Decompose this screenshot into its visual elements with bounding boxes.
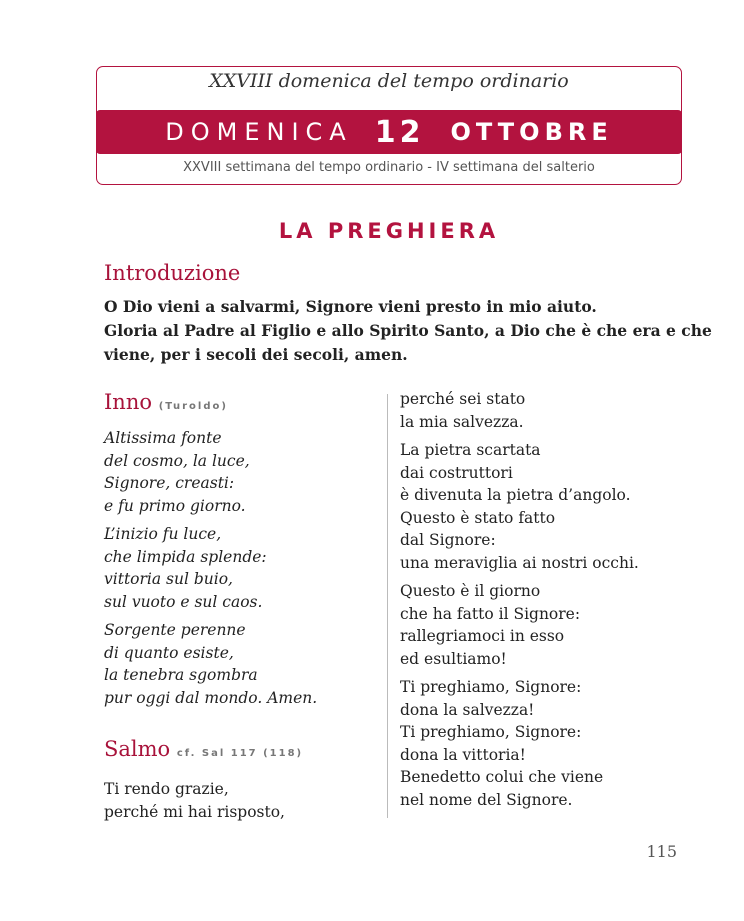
verse-line: ed esultiamo!	[400, 649, 507, 668]
inno-heading	[104, 388, 374, 421]
day-number: 12	[374, 114, 425, 150]
verse-line: la mia salvezza.	[400, 412, 524, 431]
verse-line: Questo è stato fatto	[400, 508, 556, 527]
verse-line: L’inizio fu luce,	[104, 525, 222, 543]
verse-line: la tenebra sgombra	[104, 666, 258, 684]
salmo-stanza	[400, 676, 700, 811]
verse-line: nel nome del Signore.	[400, 790, 573, 809]
verse-line: del cosmo, la luce,	[104, 451, 250, 470]
verse-line: una meraviglia ai nostri occhi.	[400, 553, 639, 572]
salmo-stanza	[400, 388, 700, 433]
inno-title: Inno	[104, 390, 152, 414]
verse-line: che limpida splende:	[104, 547, 267, 566]
verse-line: dona la salvezza!	[400, 700, 535, 719]
verse-line: Ti rendo grazie,	[104, 780, 229, 798]
verse-line: La pietra scartata	[400, 441, 541, 459]
introduzione-text	[104, 295, 712, 367]
week-info: XXVIII settimana del tempo ordinario - IV settimana del salterio	[183, 160, 595, 175]
salmo-source: cf. Sal 117 (118)	[176, 748, 304, 759]
day-word: DOMENICA	[165, 118, 353, 146]
verse-line: Ti preghiamo, Signore:	[400, 723, 582, 741]
inno-stanza	[104, 523, 374, 613]
section-title: LA PREGHIERA	[278, 219, 500, 243]
verse-line: Ti preghiamo, Signore:	[400, 678, 582, 696]
verse-line: Sorgente perenne	[104, 621, 246, 639]
intro-line: O Dio vieni a salvarmi, Signore vieni presto in mio aiuto.	[104, 297, 597, 316]
verse-line: dai costruttori	[400, 463, 513, 482]
verse-line: pur oggi dal mondo. Amen.	[104, 688, 318, 707]
introduzione-heading: Introduzione	[104, 261, 241, 285]
verse-line: dona la vittoria!	[400, 745, 526, 764]
salmo-stanza	[400, 580, 700, 670]
column-divider	[387, 394, 388, 818]
verse-line: è divenuta la pietra d’angolo.	[400, 486, 631, 504]
verse-line: perché mi hai risposto,	[104, 802, 285, 821]
liturgical-subtitle: XXVIII domenica del tempo ordinario	[209, 70, 569, 92]
page-number: 115	[646, 842, 677, 861]
right-column	[400, 388, 700, 811]
salmo-title: Salmo	[104, 737, 171, 761]
verse-line: dal Signore:	[400, 531, 496, 549]
date-band	[96, 110, 682, 154]
verse-line: Signore, creasti:	[104, 474, 235, 492]
verse-line: e fu primo giorno.	[104, 496, 246, 515]
month-name: OTTOBRE	[450, 118, 613, 146]
verse-line: perché sei stato	[400, 390, 526, 408]
salmo-stanza	[400, 439, 700, 574]
salmo-heading	[104, 735, 374, 768]
intro-line: viene, per i secoli dei secoli, amen.	[104, 345, 408, 364]
inno-stanza	[104, 619, 374, 709]
verse-line: rallegriamoci in esso	[400, 627, 565, 645]
verse-line: che ha fatto il Signore:	[400, 604, 581, 623]
left-column	[104, 388, 374, 823]
verse-line: Benedetto colui che viene	[400, 768, 604, 786]
intro-line: Gloria al Padre al Figlio e allo Spirito Santo, a Dio che è che era e che	[104, 321, 712, 340]
verse-line: Questo è il giorno	[400, 582, 541, 600]
verse-line: sul vuoto e sul caos.	[104, 592, 263, 611]
salmo-stanza	[104, 778, 374, 823]
verse-line: di quanto esiste,	[104, 643, 234, 662]
verse-line: Altissima fonte	[104, 429, 222, 447]
inno-stanza	[104, 427, 374, 517]
verse-line: vittoria sul buio,	[104, 570, 233, 588]
inno-source: (Turoldo)	[158, 401, 228, 412]
